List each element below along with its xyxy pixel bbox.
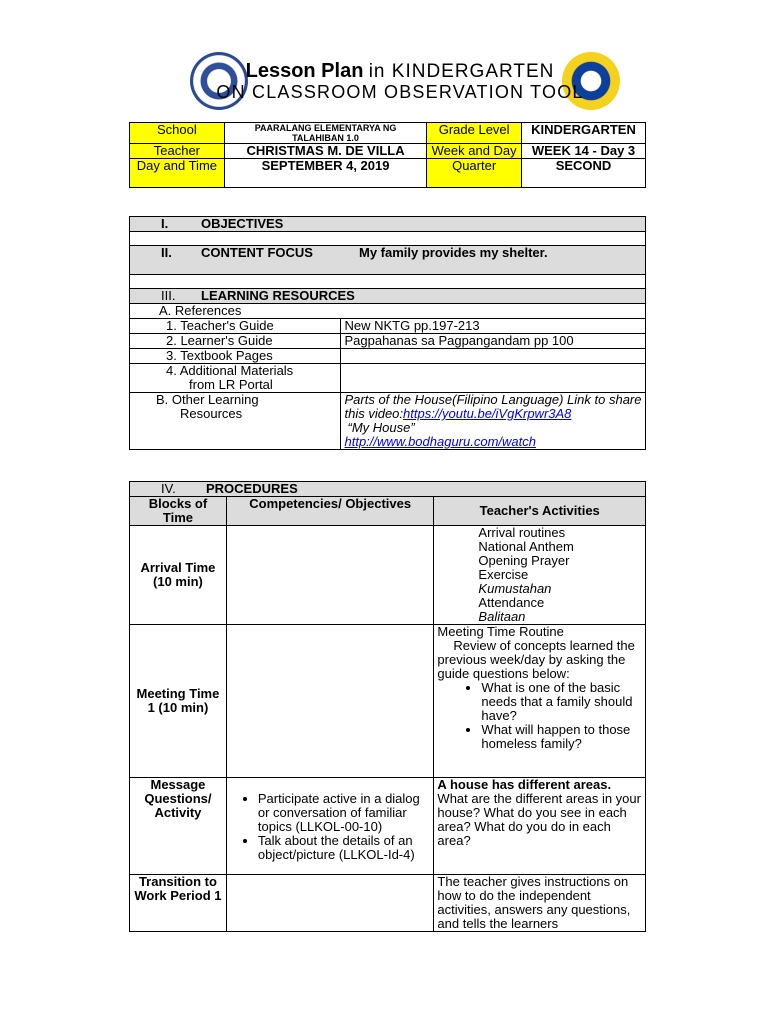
- content-title: CONTENT FOCUS: [201, 245, 313, 260]
- meeting-question: • What is one of the basic needs that a family should have?: [481, 681, 642, 723]
- meeting-intro: Meeting Time Routine: [437, 624, 564, 639]
- objectives-row: [130, 217, 646, 232]
- arrival-item: Exercise: [478, 567, 529, 582]
- blank-row: [130, 275, 646, 289]
- other-label: B. Other Learning: [156, 392, 259, 407]
- message-activities: [434, 778, 646, 875]
- references-row: [130, 304, 646, 319]
- competency-list: [230, 792, 431, 862]
- procedures-row: [130, 482, 646, 497]
- document-title: [0, 60, 768, 83]
- school-value: PAARALANG ELEMENTARYA NG TALAHIBAN 1.0: [224, 123, 426, 144]
- daytime-value: SEPTEMBER 4, 2019: [224, 159, 426, 188]
- ref2-value: Pagpahanas sa Pagpangandam pp 100: [341, 334, 646, 349]
- meeting-time-label: Meeting Time 1 (10 min): [130, 625, 227, 778]
- quarter-label: Quarter: [427, 159, 522, 188]
- arrival-item: National Anthem: [478, 539, 574, 554]
- transition-label: Transition to Work Period 1: [130, 875, 227, 932]
- other-label2: Resources: [180, 406, 243, 421]
- message-label: Message Questions/ Activity: [130, 778, 227, 875]
- info-table: [129, 122, 646, 188]
- other-text2: “My House”: [347, 420, 415, 435]
- content-focus-row: [130, 246, 646, 275]
- other-resources-value: [341, 393, 646, 450]
- col-competencies: Competencies/ Objectives: [226, 497, 434, 526]
- arrival-competencies: [226, 526, 434, 625]
- ref2-label: 2. Learner's Guide: [130, 334, 341, 349]
- meeting-question: • What will happen to those homeless family?: [481, 723, 642, 751]
- references-label: A. References: [159, 303, 242, 318]
- message-text: What are the different areas in your house? What do you see in each area? What do you do in each area?: [437, 791, 641, 848]
- teacher-label: Teacher: [130, 144, 225, 159]
- procedures-table: [129, 481, 646, 932]
- week-value: WEEK 14 - Day 3: [522, 144, 646, 159]
- procedures-num: IV.: [161, 481, 176, 496]
- arrival-item: Balitaan: [478, 609, 526, 624]
- arrival-time-label: Arrival Time (10 min): [130, 526, 227, 625]
- objectives-num: I.: [161, 216, 169, 231]
- arrival-activities: [434, 526, 646, 625]
- arrival-item: Opening Prayer: [478, 553, 570, 568]
- objectives-title: OBJECTIVES: [201, 216, 284, 231]
- week-label: Week and Day: [427, 144, 522, 159]
- other-resources-cell: [130, 393, 341, 450]
- school-label: School: [130, 123, 225, 144]
- ref1-value: New NKTG pp.197-213: [341, 319, 646, 334]
- meeting-activities: [434, 625, 646, 778]
- resources-row: [130, 289, 646, 304]
- procedures-title: PROCEDURES: [206, 481, 298, 496]
- video-link[interactable]: https://youtu.be/iVgKrpwr3A8: [403, 406, 572, 421]
- blank-row: [130, 232, 646, 246]
- arrival-item: Attendance: [478, 595, 545, 610]
- ref3-label: 3. Textbook Pages: [130, 349, 341, 364]
- daytime-label: Day and Time: [130, 159, 225, 188]
- other-text1: Parts of the House(Filipino Language) Link to share this video:: [344, 392, 642, 421]
- resources-num: III.: [161, 288, 176, 303]
- document-subtitle: ON CLASSROOM OBSERVATION TOOL: [216, 82, 584, 102]
- competency-item: • Participate active in a dialog or conversation of familiar topics (LLKOL-00-10): [258, 792, 431, 834]
- transition-competencies: [226, 875, 434, 932]
- arrival-item: Kumustahan: [478, 581, 552, 596]
- ref4-label2: from LR Portal: [189, 377, 273, 392]
- bodhaguru-link[interactable]: http://www.bodhaguru.com/watch: [344, 434, 536, 449]
- meeting-text: Review of concepts learned the previous week/day by asking the guide questions below:: [437, 638, 635, 681]
- col-blocks-of-time: Blocks of Time: [130, 497, 227, 526]
- transition-text: The teacher gives instructions on how to do the independent activities, answers any questions, and tells the learners: [434, 875, 646, 932]
- content-num: II.: [161, 245, 172, 260]
- ref4-cell: [130, 364, 341, 393]
- message-head: A house has different areas.: [437, 777, 612, 792]
- col-teacher-activities: Teacher's Activities: [434, 497, 646, 526]
- objectives-table: [129, 216, 646, 450]
- ref4-label: 4. Additional Materials: [166, 363, 294, 378]
- ref3-value: [341, 349, 646, 364]
- competency-item: • Talk about the details of an object/picture (LLKOL-Id-4): [258, 834, 431, 862]
- quarter-value: SECOND: [522, 159, 646, 188]
- arrival-item: Arrival routines: [478, 525, 566, 540]
- meeting-competencies: [226, 625, 434, 778]
- title-rest: in KINDERGARTEN: [368, 61, 555, 82]
- teacher-value: CHRISTMAS M. DE VILLA: [224, 144, 426, 159]
- content-value: My family provides my shelter.: [359, 245, 548, 260]
- message-competencies: [226, 778, 434, 875]
- resources-title: LEARNING RESOURCES: [201, 288, 355, 303]
- grade-label: Grade Level: [427, 123, 522, 144]
- title-bold: Lesson Plan: [245, 60, 364, 82]
- meeting-questions: [437, 681, 642, 751]
- grade-value: KINDERGARTEN: [522, 123, 646, 144]
- ref4-value: [341, 364, 646, 393]
- ref1-label: 1. Teacher's Guide: [130, 319, 341, 334]
